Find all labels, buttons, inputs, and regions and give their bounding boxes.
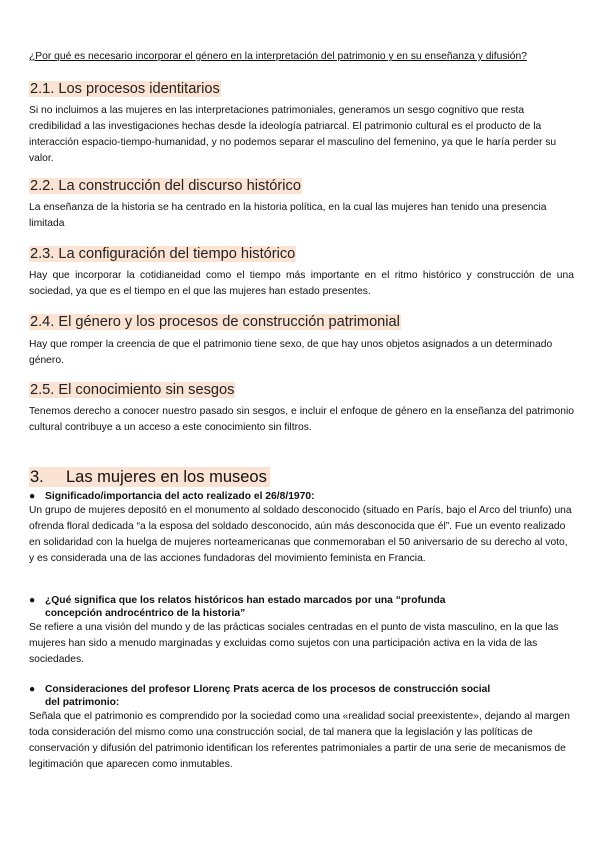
section-body-2-5: Tenemos derecho a conocer nuestro pasado sin sesgos, e incluir el enfoque de género en la enseñanza del patrimonio cultural contribuye a un acceso a este conocimiento sin filtros. [29, 406, 574, 433]
bullet-title-1 [29, 490, 315, 503]
section-heading-text: 2.2. La construcción del discurso histórico [30, 178, 301, 194]
section-heading-text: 2.4. El género y los procesos de construcción patrimonial [30, 314, 400, 330]
section-heading-text: 2.3. La configuración del tiempo histórico [30, 246, 296, 262]
section-heading-2-4 [29, 314, 401, 331]
bullet-title-line: concepción androcéntrico de la historia” [45, 608, 246, 619]
section-heading-text: 2.1. Los procesos identitarios [30, 81, 220, 97]
bullet-body-2: Se refiere a una visión del mundo y de las prácticas sociales centradas en el punto de vista masculino, en la que las mujeres han sido a menudo marginadas y excluidas como sujetos con una participación activa en la vida de las sociedades. [29, 622, 559, 665]
section-heading-2-5 [29, 382, 235, 399]
section-body-2-1: Si no incluimos a las mujeres en las interpretaciones patrimoniales, generamos un sesgo cognitivo que resta credibilidad a las investigaciones hechas desde la ideología patriarcal. El patrimonio cultural es el producto de la interacción espacio-tiempo-humanidad, y no podemos separar el masculino del femenino, ya que le haría perder su valor. [29, 105, 557, 164]
bullet-body-3: Señala que el patrimonio es comprendido por la sociedad como una «realidad social preexistente», dejando al margen toda consideración del mismo como una construcción social, de tal manera que la legislación y las políticas de conservación y difusión del patrimonio identifican los referentes patrimoniales a partir de una serie de mecanismos de legitimación que aparecen como inmutables. [29, 711, 570, 770]
section-body-2-3: Hay que incorporar la cotidianeidad como el tiempo más importante en el ritmo histórico y construcción de una sociedad, ya que es el tiempo en el que las mujeres han estado presentes. [29, 270, 574, 297]
bullet-dot: ● [29, 684, 36, 695]
bullet-title-line: ¿Qué significa que los relatos históricos han estado marcados por una “profunda [45, 595, 446, 606]
section-heading-text: 2.5. El conocimiento sin sesgos [30, 382, 235, 398]
section-heading-2-3 [29, 246, 296, 263]
chapter-title: Las mujeres en los museos [66, 468, 267, 486]
bullet-dot: ● [29, 595, 36, 606]
section-body-2-4: Hay que romper la creencia de que el patrimonio tiene sexo, de que hay unos objetos asignados a un determinado género. [29, 339, 553, 366]
section-heading-2-2 [29, 178, 302, 195]
chapter-heading-3 [29, 467, 270, 487]
section-heading-2-1 [29, 81, 221, 98]
bullet-body-1: Un grupo de mujeres depositó en el monumento al soldado desconocido (situado en París, bajo el Arco del triunfo) una ofrenda floral dedicada “a la esposa del soldado desconocido, aún más desconocida que él”. Fue un evento realizado en solidaridad con la huelga de mujeres norteamericanas que conmemoraban el 50 aniversario de su derecho al voto, y es considerada una de las acciones fundadoras del movimiento feminista en Francia. [29, 505, 572, 564]
bullet-title-3 [29, 683, 490, 709]
intro-question: ¿Por qué es necesario incorporar el género en la interpretación del patrimonio y en su enseñanza y difusión? [29, 51, 527, 62]
chapter-number: 3. [30, 468, 44, 486]
bullet-title-2 [29, 594, 446, 620]
bullet-dot: ● [29, 491, 36, 502]
bullet-title-line: Consideraciones del profesor Llorenç Prats acerca de los procesos de construcción social [45, 684, 491, 695]
bullet-title-line: Significado/importancia del acto realizado el 26/8/1970: [45, 491, 315, 502]
section-body-2-2: La enseñanza de la historia se ha centrado en la historia política, en la cual las mujeres han tenido una presencia limitada [29, 202, 547, 229]
bullet-title-line: del patrimonio: [45, 697, 120, 708]
